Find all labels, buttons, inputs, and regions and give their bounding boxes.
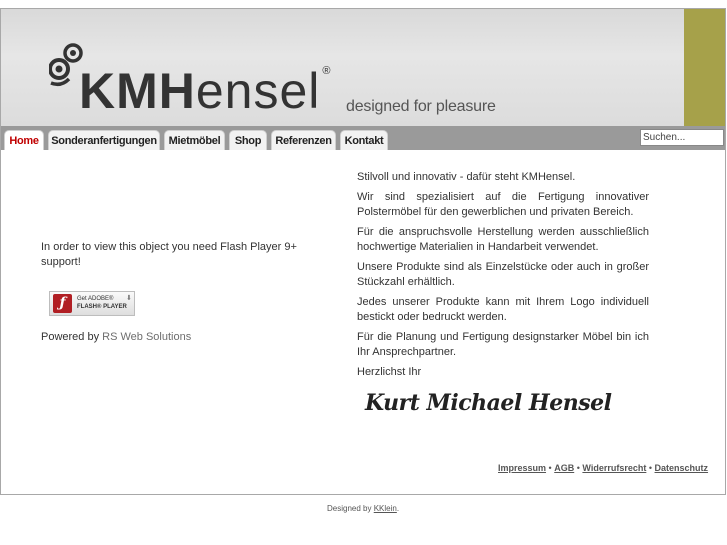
tab-shop[interactable]: Shop: [229, 130, 267, 150]
footer-separator: •: [548, 463, 552, 473]
tab-home[interactable]: Home: [4, 130, 44, 150]
flash-badge-get: Get ADOBE®: [77, 296, 114, 302]
credit-link[interactable]: KKlein: [373, 504, 397, 513]
credit-prefix: Designed by: [327, 504, 372, 513]
tagline: designed for pleasure: [346, 98, 496, 115]
datenschutz-link[interactable]: Datenschutz: [654, 463, 709, 473]
footer-separator: •: [648, 463, 653, 473]
tab-kontakt[interactable]: Kontakt: [340, 130, 388, 150]
tab-referenzen[interactable]: Referenzen: [271, 130, 336, 150]
intro-paragraph: Für die anspruchsvolle Herstellung werden ausschließlich hochwertige Materialien in Handarbeit verwendet.: [357, 226, 649, 253]
intro-paragraph: Wir sind spezialisiert auf die Fertigung innovativer Polstermöbel für den gewerblichen und privaten Bereich.: [357, 191, 649, 218]
footer-links: [498, 463, 708, 473]
logo-wordmark[interactable]: [79, 61, 332, 135]
logo-text-bold: KMH: [79, 63, 196, 119]
widerrufsrecht-link[interactable]: Widerrufsrecht: [582, 463, 647, 473]
accent-block: [684, 9, 725, 126]
powered-link[interactable]: RS Web Solutions: [102, 331, 192, 343]
search-input[interactable]: [640, 129, 724, 146]
intro-paragraph: Stilvoll und innovativ - dafür steht KMHensel.: [357, 171, 576, 183]
intro-paragraph: Unsere Produkte sind als Einzelstücke oder auch in großer Stückzahl erhältlich.: [357, 261, 649, 288]
flash-notice: In order to view this object you need Flash Player 9+ support!: [41, 241, 297, 268]
flash-badge-name: FLASH® PLAYER: [77, 304, 127, 310]
get-flash-player-button[interactable]: [49, 291, 135, 316]
powered-prefix: Powered by: [41, 331, 100, 343]
header-banner: [1, 9, 684, 126]
intro-paragraph: Herzlichst Ihr: [357, 366, 422, 378]
download-arrow-icon: ⬇: [126, 295, 132, 302]
impressum-link[interactable]: Impressum: [498, 463, 547, 473]
intro-paragraph: Für die Planung und Fertigung designstarker Möbel bin ich Ihr Ansprechpartner.: [357, 331, 649, 358]
agb-link[interactable]: AGB: [554, 463, 575, 473]
flash-icon: ƒ: [53, 294, 72, 313]
signature: Kurt Michael Hensel: [365, 390, 612, 416]
logo-text-light: ensel: [195, 63, 321, 119]
designer-credit: [327, 504, 399, 513]
powered-by: [41, 331, 191, 343]
tab-sonderanfertigungen[interactable]: Sonderanfertigungen: [48, 130, 160, 150]
intro-paragraph: Jedes unserer Produkte kann mit Ihrem Logo individuell bestickt oder bedruckt werden.: [357, 296, 649, 323]
registered-mark: ®: [322, 65, 332, 77]
tab-mietmoebel[interactable]: Mietmöbel: [164, 130, 225, 150]
footer-separator: •: [576, 463, 580, 473]
nav-bar: [1, 126, 725, 150]
intro-text: [357, 170, 649, 385]
credit-suffix: .: [396, 504, 400, 513]
